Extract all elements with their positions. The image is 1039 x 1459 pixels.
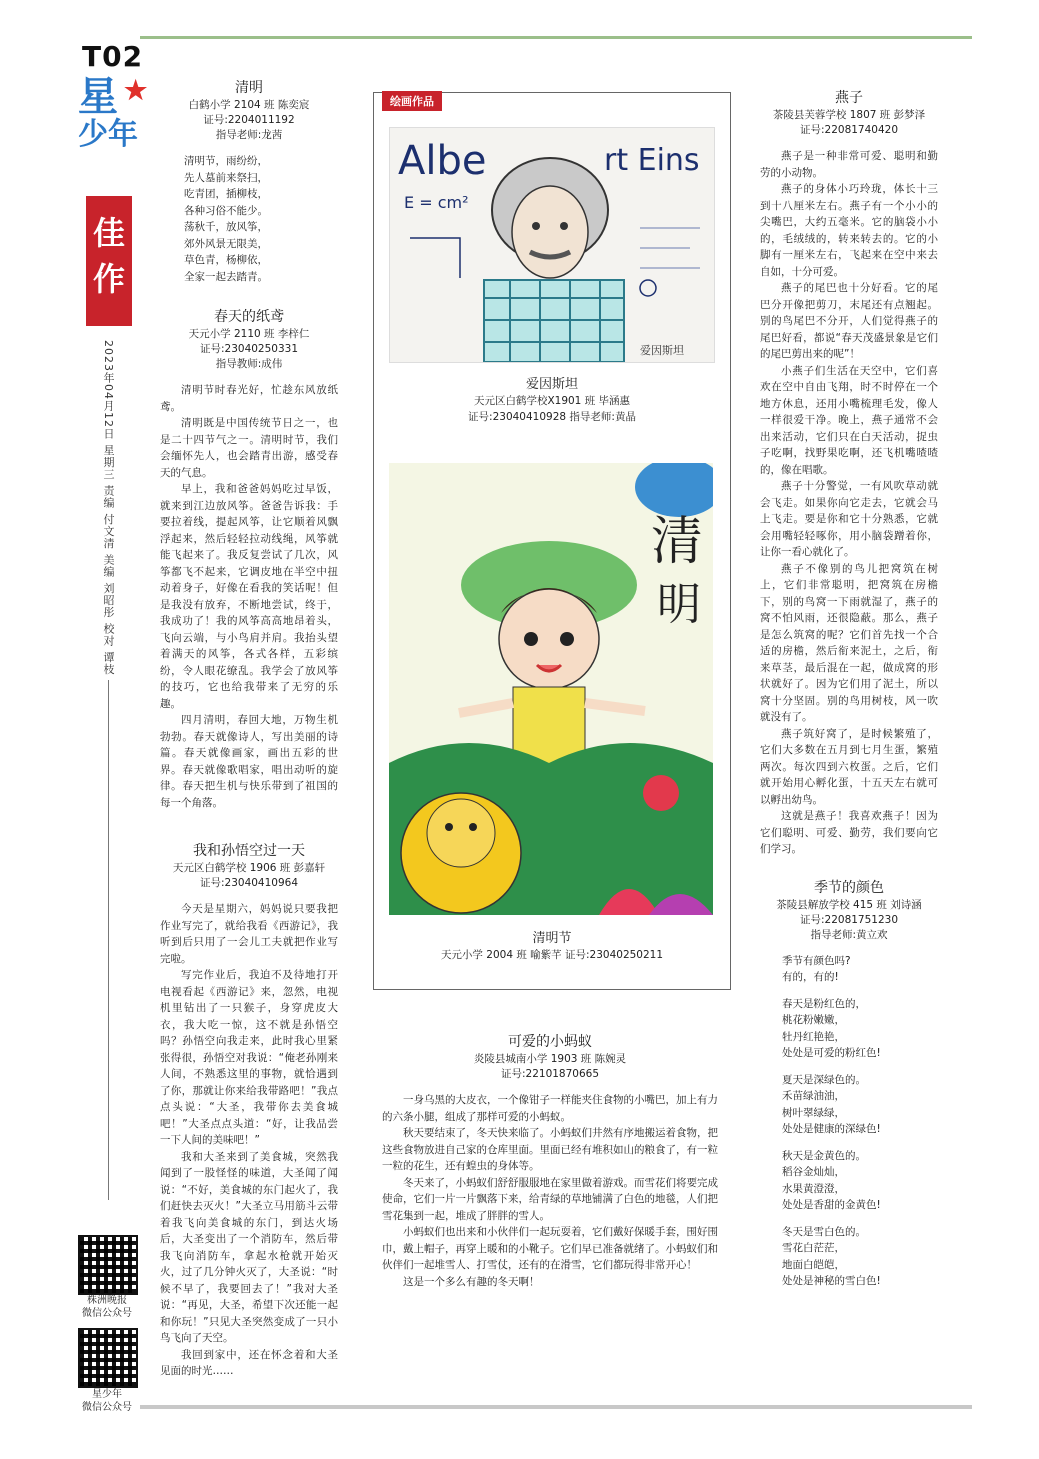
article-school: 天元小学 2110 班 李梓仁 xyxy=(188,328,310,340)
paragraph: 燕子不像别的鸟儿把窝筑在树上，它们非常聪明，把窝筑在房檐下，别的鸟窝一下雨就湿了，燕子的窝不怕风雨，还很隐蔽。那么，燕子是怎么筑窝的呢？它们首先找一个合适的房檐，然后衔来泥土，之后，衔来草茎，最后混在一起，做成窝的形状就好了。因为它们用了泥土，所以窝十分坚固。别的鸟用树枝，风一吹就没有了。 xyxy=(760,562,938,723)
paragraph: 燕子十分警觉，一有风吹草动就会飞走。如果你向它走去，它就会马上飞走。要是你和它十分熟悉，它就会用嘴轻轻啄你，用小脑袋蹭着你，让你一看心就化了。 xyxy=(760,480,938,558)
article-body xyxy=(760,148,938,858)
side-rule xyxy=(108,680,109,1200)
article-school: 炎陵县城南小学 1903 班 陈婉灵 xyxy=(473,1053,627,1065)
poem-line: 水果黄澄澄， xyxy=(782,1182,845,1195)
artwork-id-teacher: 证号:23040410928 指导老师:黄晶 xyxy=(468,411,636,423)
drawing-signature: 爱因斯坦 xyxy=(640,344,684,357)
poem-line: 稻谷金灿灿， xyxy=(782,1166,845,1178)
artwork-title: 爱因斯坦 xyxy=(525,377,578,392)
einstein-drawing xyxy=(389,127,715,363)
poem-body xyxy=(760,953,938,1290)
poem-line: 季节有颜色吗? xyxy=(782,954,851,967)
qr2-line2: 微信公众号 xyxy=(82,1402,132,1413)
article-id: 证号:22101870665 xyxy=(500,1068,600,1080)
drawing-formula: E = cm² xyxy=(404,193,469,212)
article-id: 证号:2204011192 xyxy=(203,114,295,126)
artwork-panel xyxy=(373,92,731,990)
article-title: 春天的纸鸢 xyxy=(214,309,284,325)
artwork-title: 清明节 xyxy=(532,931,572,946)
header-rule xyxy=(140,36,972,39)
article-school: 天元区白鹤学校 1906 班 彭嘉轩 xyxy=(172,862,326,874)
qr2-line1: 星少年 xyxy=(92,1389,122,1400)
drawing-text-1: Albe xyxy=(398,138,487,184)
poem-line: 冬天是雪白色的。 xyxy=(782,1225,866,1238)
side-meta: 2023年04月12日 星期三 责编 付文清 美编 刘昭彤 校对 谭枝 xyxy=(102,340,115,676)
poem-line: 有的，有的! xyxy=(782,971,839,983)
paragraph: 小燕子们生活在天空中，它们喜欢在空中自由飞翔，时不时停在一个地方休息，还用小嘴梳理毛发，像人一样很爱干净。晚上，燕子通常不会出来活动，它们只在白天活动，捉虫子吃啊，找野果吃啊，还飞机嘴喳喳的，像在唱歌。 xyxy=(760,364,938,476)
paragraph: 清明节时春光好，忙趁东风放纸鸢。 xyxy=(160,384,338,413)
poem-line: 各种习俗不能少。 xyxy=(184,204,268,217)
article-teacher: 指导老师:黄立欢 xyxy=(810,928,888,941)
paragraph: 我回到家中，还在怀念着和大圣见面的时光…… xyxy=(160,1348,338,1377)
article-title: 季节的颜色 xyxy=(814,879,884,896)
poem-line: 牡丹红艳艳， xyxy=(782,1030,845,1043)
qr1-line2: 微信公众号 xyxy=(82,1308,132,1319)
artwork-tag: 绘画作品 xyxy=(382,91,442,111)
article-school: 茶陵县解放学校 415 班 刘诗涵 xyxy=(776,898,922,911)
qr-code-wechat-1[interactable] xyxy=(78,1235,138,1295)
page-number: T02 xyxy=(82,40,144,73)
article-title: 可爱的小蚂蚁 xyxy=(508,1034,592,1050)
painting-char-2: 明 xyxy=(657,579,701,630)
paragraph: 冬天来了，小蚂蚁们舒舒服服地在家里做着游戏。而雪花们将要完成使命，它们一片一片飘落下来，给青绿的草地铺满了白色的地毯，人们把雪花集到一起，堆成了胖胖的雪人。 xyxy=(382,1176,718,1222)
brand-logo xyxy=(78,73,148,152)
poem-line: 夏天是深绿色的。 xyxy=(782,1073,866,1086)
article-teacher: 指导老师:龙茜 xyxy=(215,129,283,141)
article-title: 燕子 xyxy=(835,90,863,106)
paragraph: 这就是燕子！我喜欢燕子！因为它们聪明、可爱、勤劳，我们要向它们学习。 xyxy=(760,810,938,855)
paragraph: 今天是星期六，妈妈说只要我把作业写完了，就给我看《西游记》，我听到后只用了一会儿工夫就把作业写完啦。 xyxy=(160,903,338,965)
article-body xyxy=(160,901,338,1380)
brand-char-2: 少年 xyxy=(78,117,138,152)
paragraph: 燕子的尾巴也十分好看。它的尾巴分开像把剪刀，末尾还有点翘起。别的鸟尾巴不分开，人们觉得燕子的尾巴好看，都说“春天茂盛景象是它们的尾巴剪出来的呢”！ xyxy=(760,282,938,360)
einstein-illustration xyxy=(390,128,714,362)
paragraph: 燕子筑好窝了，是时候繁殖了，它们大多数在五月到七月生蛋，繁殖两次。每次四到六枚蛋。之后，它们就开始用心孵化蛋，十五天左右就可以孵出幼鸟。 xyxy=(760,727,938,806)
poem-line: 清明节，雨纷纷， xyxy=(184,155,268,167)
painting-char-1: 清 xyxy=(651,512,704,572)
left-column xyxy=(160,72,338,1380)
article-title: 清明 xyxy=(235,80,263,96)
article-title: 我和孙悟空过一天 xyxy=(193,843,305,859)
poem-line: 吃青团，插柳枝， xyxy=(184,188,268,200)
poem-line: 雪花白茫茫， xyxy=(782,1242,845,1254)
article-body xyxy=(382,1092,718,1290)
poem-line: 树叶翠绿绿， xyxy=(782,1106,845,1119)
poem-line: 桃花粉嫩嫩， xyxy=(782,1014,845,1026)
poem-line: 先人墓前来祭扫， xyxy=(184,171,268,184)
drawing-text-2: rt Eins xyxy=(604,143,700,178)
paragraph: 这是一个多么有趣的冬天啊！ xyxy=(403,1275,540,1288)
paragraph: 小蚂蚁们也出来和小伙伴们一起玩耍着，它们戴好保暖手套，围好围巾，戴上帽子，再穿上暖和的小靴子。它们早已准备就绪了。小蚂蚁们和伙伴们一起堆雪人、打雪仗，还有的在滑雪，它们都玩得非常开心！ xyxy=(382,1226,718,1271)
poem-line: 处处是神秘的雪白色! xyxy=(782,1275,881,1287)
right-column xyxy=(760,88,938,1290)
qr-label-2 xyxy=(72,1388,142,1414)
poem-line: 荡秋千，放风筝， xyxy=(184,221,268,233)
paragraph: 早上，我和爸爸妈妈吃过早饭，就来到江边放风筝。爸爸告诉我：手要拉着线，提起风筝，让它顺着风飘浮起来，然后轻轻拉动线绳，风筝就能飞起来了。我反复尝试了几次，风筝都飞不起来，它调皮地在半空中扭动着身子，好像在看我的笑话呢！但是我没有放弃，不断地尝试，终于，我成功了！我的风筝高高地昂着头，飞向云端，与小鸟肩并肩。我抬头望着满天的风筝，各式各样，五彩缤纷，令人眼花缭乱。我学会了放风筝的技巧，它也给我带来了无穷的乐趣。 xyxy=(160,483,338,710)
poem-line: 禾苗绿油油， xyxy=(782,1090,845,1102)
poem-line: 草色青，杨柳依， xyxy=(184,254,268,266)
qingming-illustration xyxy=(389,463,713,915)
poem-line: 春天是粉红色的， xyxy=(782,997,866,1010)
paragraph: 燕子是一种非常可爱、聪明和勤劳的小动物。 xyxy=(760,150,938,179)
qingming-painting xyxy=(389,463,713,915)
paragraph: 清明既是中国传统节日之一，也是二十四节气之一。清明时节，我们会缅怀先人，也会踏青出游，感受春天的气息。 xyxy=(160,417,338,479)
poem-line: 郊外风景无限美， xyxy=(184,237,268,250)
star-icon: ★ xyxy=(124,76,148,106)
qr1-line1: 株洲晚报 xyxy=(87,1295,127,1306)
middle-article xyxy=(382,1032,718,1290)
poem-line: 秋天是金黄色的。 xyxy=(782,1149,866,1162)
poem-line: 处处是香甜的金黄色! xyxy=(782,1199,881,1211)
poem-body xyxy=(160,153,338,285)
paragraph: 我和大圣来到了美食城，突然我闻到了一股怪怪的味道，大圣闻了闻说：“不好，美食城的东门起火了，我们赶快去灭火！”大圣立马用筋斗云带着我飞向美食城的东门，到达火场后，大圣变出了一个消防车，然后带我飞向消防车，拿起水枪就开始灭火，过了几分钟火灭了，大圣说：“时候不早了，我要回去了！”我对大圣说：“再见，大圣，希望下次还能一起和你玩！”只见大圣突然变成了一只小鸟飞向了天空。 xyxy=(160,1150,338,1344)
section-banner xyxy=(86,196,132,326)
article-teacher: 指导教师:成伟 xyxy=(215,358,283,370)
article-body xyxy=(160,382,338,811)
poem-line: 处处是健康的深绿色! xyxy=(782,1123,881,1135)
section-char-2: 作 xyxy=(92,260,125,298)
paragraph: 秋天要结束了，冬天快来临了。小蚂蚁们井然有序地搬运着食物，把这些食物放进自己家的仓库里面。里面已经有堆积如山的粮食了，有一粒一粒的花生，还有蝗虫的身体等。 xyxy=(382,1127,718,1172)
article-id: 证号:23040250331 xyxy=(199,343,299,355)
paragraph: 一身乌黑的大皮衣，一个像钳子一样能夹住食物的小嘴巴，加上有力的六条小腿，组成了那样可爱的小蚂蚁。 xyxy=(382,1094,718,1123)
poem-line: 处处是可爱的粉红色! xyxy=(782,1047,881,1059)
article-id: 证号:22081740420 xyxy=(799,124,899,136)
article-id: 证号:22081751230 xyxy=(799,913,899,926)
brand-char-1: 星 xyxy=(78,73,118,120)
footer-rule xyxy=(140,1405,972,1409)
artwork-school: 天元区白鹤学校X1901 班 毕涵惠 xyxy=(473,395,631,407)
poem-line: 地面白皑皑， xyxy=(782,1258,845,1271)
paragraph: 四月清明，春回大地，万物生机勃勃。春天就像诗人，写出美丽的诗篇。春天就像画家，画出五彩的世界。春天就像歌唱家，唱出动听的旋律。春天把生机与快乐带到了祖国的每一个角落。 xyxy=(160,714,338,809)
section-char-1: 佳 xyxy=(92,214,125,252)
article-school: 白鹤小学 2104 班 陈奕宸 xyxy=(188,99,310,111)
poem-line: 全家一起去踏青。 xyxy=(184,270,268,283)
article-id: 证号:23040410964 xyxy=(199,877,299,889)
qr-code-wechat-2[interactable] xyxy=(78,1328,138,1388)
paragraph: 写完作业后，我迫不及待地打开电视看起《西游记》来，忽然，电视机里钻出了一只猴子，身穿虎皮大衣，我大吃一惊，这不就是孙悟空吗？孙悟空向我走来，此时我心里紧张得很，孙悟空对我说：“俺老孙刚来人间，不熟悉这里的事物，就恰遇到了你，那就让你来给我带路吧！”我点点头说：“大圣，我带你去美食城吧！”大圣点点头道：“好，让我品尝一下人间的美味吧！” xyxy=(160,969,338,1146)
paragraph: 燕子的身体小巧玲珑，体长十三到十八厘米左右。燕子有一个小小的尖嘴巴，大约五毫米。它的脑袋小小的，毛绒绒的，转来转去的。它的小脚有一厘米左右，飞起来在空中来去自如，十分可爱。 xyxy=(760,183,938,278)
qr-label-1 xyxy=(72,1294,142,1320)
artwork-meta: 天元小学 2004 班 喻紫芊 证号:23040250211 xyxy=(440,949,664,961)
article-school: 茶陵县芙蓉学校 1807 班 彭梦泽 xyxy=(772,109,926,121)
